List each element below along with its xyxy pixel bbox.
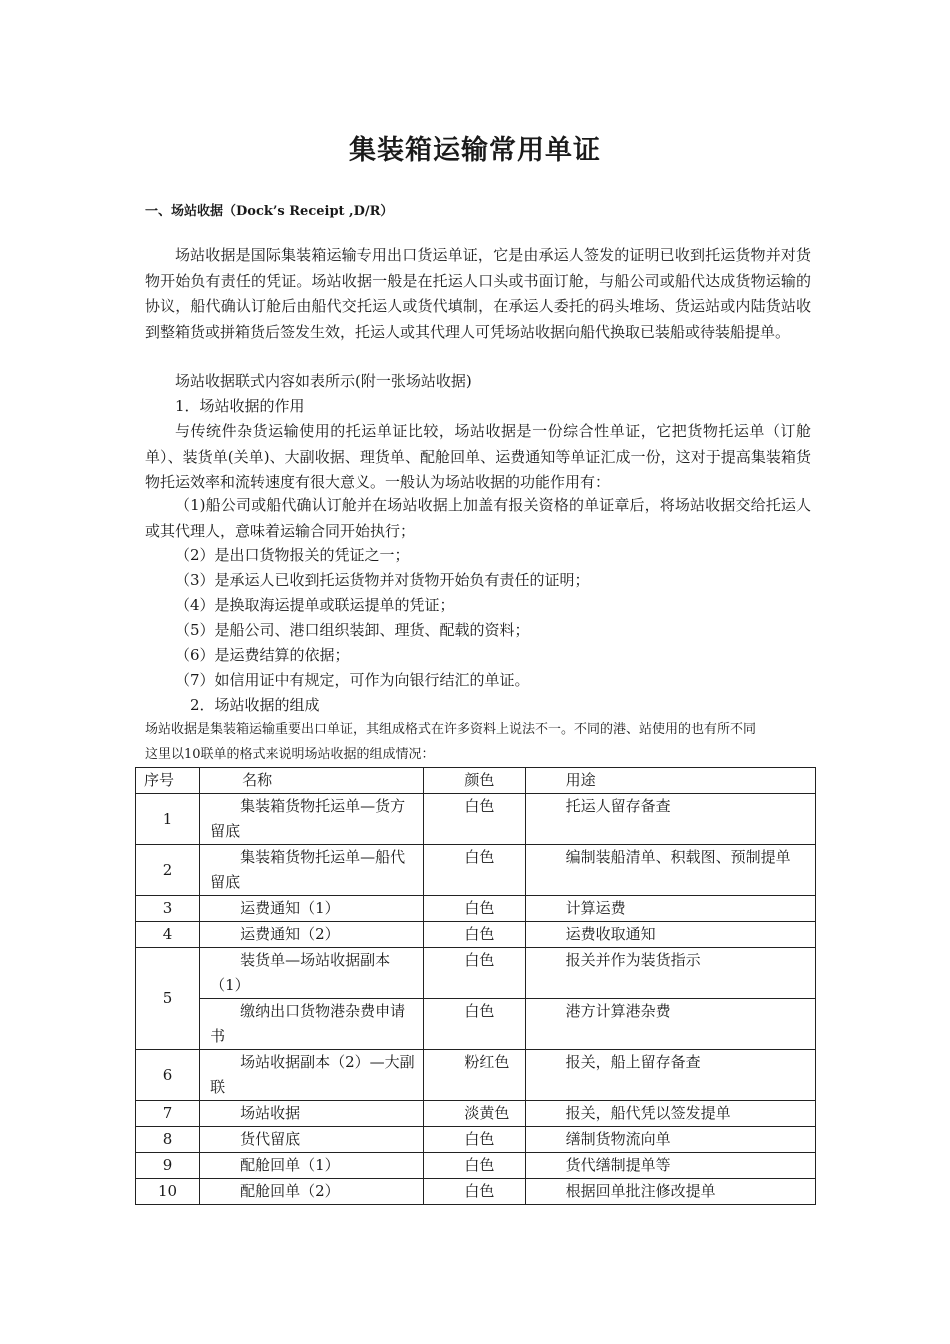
composition-intro-line1: 场站收据是集装箱运输重要出口单证，其组成格式在许多资料上说法不一。不同的港、站使用的也有所不同 [145, 722, 757, 737]
document-table [135, 767, 816, 1205]
cell-use: 编制装船清单、积载图、预制提单 [525, 845, 815, 896]
cell-no: 4 [136, 922, 200, 948]
cell-use: 报关，船代凭以签发提单 [525, 1101, 815, 1127]
list-item: （4）是换取海运提单或联运提单的凭证； [175, 596, 455, 614]
cell-name: 缴纳出口货物港杂费申请书 [200, 999, 424, 1050]
cell-name: 集装箱货物托运单—货方留底 [200, 794, 424, 845]
cell-color: 粉红色 [424, 1050, 525, 1101]
cell-color: 白色 [424, 999, 525, 1050]
list-item: （5）是船公司、港口组织装卸、理货、配载的资料； [175, 621, 530, 639]
cell-name: 运费通知（1） [200, 896, 424, 922]
table-row [136, 1127, 816, 1153]
table-row [136, 794, 816, 845]
cell-no: 9 [136, 1153, 200, 1179]
table-header-row [136, 768, 816, 794]
table-row [136, 896, 816, 922]
cell-name: 运费通知（2） [200, 922, 424, 948]
table-row [136, 1179, 816, 1205]
column-header-use: 用途 [525, 768, 815, 794]
table-row [136, 1153, 816, 1179]
cell-use: 报关并作为装货指示 [525, 948, 815, 999]
cell-use: 缮制货物流向单 [525, 1127, 815, 1153]
cell-color: 白色 [424, 1179, 525, 1205]
list-item: （7）如信用证中有规定，可作为向银行结汇的单证。 [175, 671, 530, 689]
list-item: （6）是运费结算的依据； [175, 646, 350, 664]
cell-name: 配舱回单（2） [200, 1179, 424, 1205]
cell-name: 场站收据副本（2）—大副联 [200, 1050, 424, 1101]
cell-name: 配舱回单（1） [200, 1153, 424, 1179]
cell-name: 场站收据 [200, 1101, 424, 1127]
cell-color: 白色 [424, 922, 525, 948]
section-heading: 一、场站收据（Dock’s Receipt ,D/R） [145, 204, 394, 219]
paragraph-intro: 场站收据是国际集装箱运输专用出口货运单证，它是由承运人签发的证明已收到托运货物并对货物开始负有责任的凭证。场站收据一般是在托运人口头或书面订舱，与船公司或船代达成货物运输的协议，船代确认订舱后由船代交托运人或货代填制，在承运人委托的码头堆场、货运站或内陆货站收到整箱货或拼箱货后签发生效，托运人或其代理人可凭场站收据向船代换取已装船或待装船提单。 [145, 246, 811, 341]
cell-no: 7 [136, 1101, 200, 1127]
cell-name: 装货单—场站收据副本（1） [200, 948, 424, 999]
page-title: 集装箱运输常用单证 [349, 135, 601, 166]
table-row [136, 922, 816, 948]
cell-use: 运费收取通知 [525, 922, 815, 948]
cell-no: 8 [136, 1127, 200, 1153]
table-row [136, 1101, 816, 1127]
cell-color: 白色 [424, 1127, 525, 1153]
cell-color: 淡黄色 [424, 1101, 525, 1127]
composition-intro-line2: 这里以10联单的格式来说明场站收据的组成情况： [145, 747, 435, 762]
paragraph-table-note: 场站收据联式内容如表所示(附一张场站收据) [175, 372, 472, 390]
cell-no: 6 [136, 1050, 200, 1101]
cell-use: 港方计算港杂费 [525, 999, 815, 1050]
cell-color: 白色 [424, 896, 525, 922]
cell-use: 货代缮制提单等 [525, 1153, 815, 1179]
cell-no: 3 [136, 896, 200, 922]
cell-color: 白色 [424, 794, 525, 845]
list-item: （2）是出口货物报关的凭证之一； [175, 546, 410, 564]
list-item: （1)船公司或船代确认订舱并在场站收据上加盖有报关资格的单证章后，将场站收据交给托运人或其代理人，意味着运输合同开始执行； [145, 496, 811, 540]
column-header-name: 名称 [200, 768, 424, 794]
cell-use: 托运人留存备查 [525, 794, 815, 845]
cell-color: 白色 [424, 948, 525, 999]
cell-color: 白色 [424, 1153, 525, 1179]
cell-name: 货代留底 [200, 1127, 424, 1153]
list-item: （3）是承运人已收到托运货物并对货物开始负有责任的证明； [175, 571, 590, 589]
subheading-function: 1．场站收据的作用 [175, 397, 305, 415]
cell-no: 5 [136, 948, 200, 1050]
cell-use: 根据回单批注修改提单 [525, 1179, 815, 1205]
column-header-color: 颜色 [424, 768, 525, 794]
cell-no: 1 [136, 794, 200, 845]
cell-use: 计算运费 [525, 896, 815, 922]
cell-use: 报关，船上留存备查 [525, 1050, 815, 1101]
table-row [136, 999, 816, 1050]
table-row [136, 845, 816, 896]
column-header-no: 序号 [136, 768, 200, 794]
table-row [136, 1050, 816, 1101]
cell-no: 2 [136, 845, 200, 896]
cell-color: 白色 [424, 845, 525, 896]
paragraph-function: 与传统件杂货运输使用的托运单证比较，场站收据是一份综合性单证，它把货物托运单（订舱单）、装货单(关单)、大副收据、理货单、配舱回单、运费通知等单证汇成一份，这对于提高集装箱货物托运效率和流转速度有很大意义。一般认为场站收据的功能作用有： [145, 422, 811, 491]
table-row [136, 948, 816, 999]
subheading-composition: 2．场站收据的组成 [190, 696, 320, 714]
cell-no: 10 [136, 1179, 200, 1205]
cell-name: 集装箱货物托运单—船代留底 [200, 845, 424, 896]
